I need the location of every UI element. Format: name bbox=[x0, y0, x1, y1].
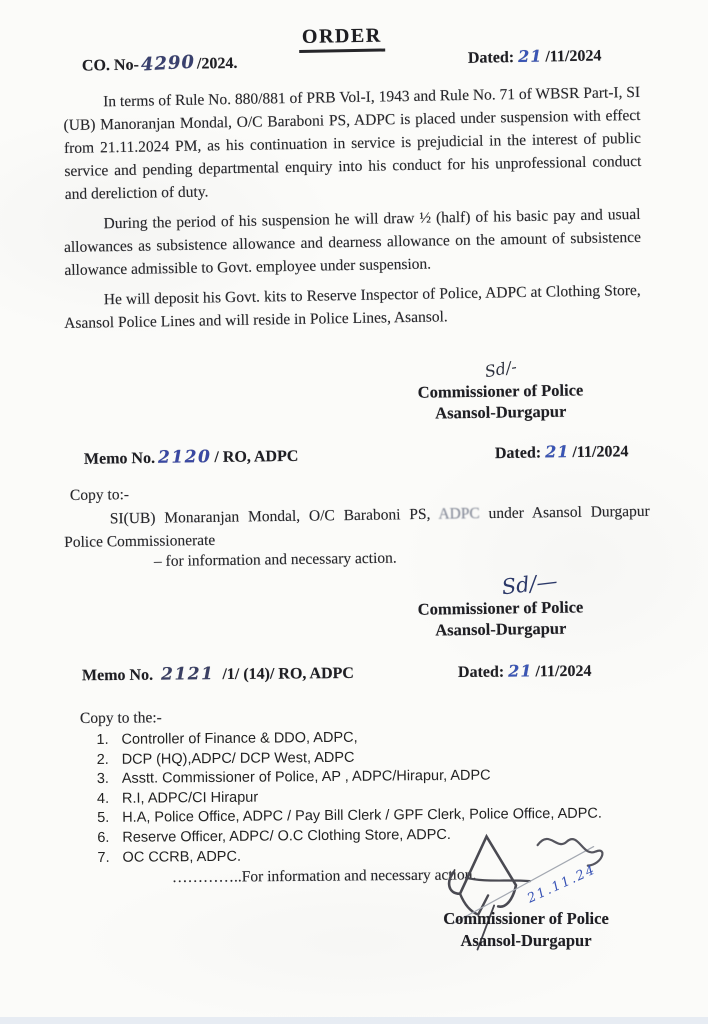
memo-number-2-handwritten: 2121 bbox=[160, 664, 215, 685]
recipient-pre: SI(UB) Monaranjan Mondal, O/C Baraboni PS, bbox=[109, 505, 431, 528]
copy-to-heading-2: Copy to the:- bbox=[79, 709, 162, 727]
item-number: 1. bbox=[96, 731, 109, 749]
memo-number-1-handwritten: 2120 bbox=[157, 447, 212, 468]
co-date-row bbox=[0, 44, 708, 80]
co-number-handwritten: 4290 bbox=[140, 51, 196, 76]
memo-date-label-2: Dated: bbox=[457, 663, 505, 682]
sd-signature-1: Sd/- bbox=[482, 356, 518, 382]
date-label: Dated: bbox=[467, 49, 515, 67]
copy-to-heading-1: Copy to:- bbox=[69, 486, 130, 504]
signature-block-2 bbox=[398, 568, 604, 641]
memo-row-2 bbox=[0, 660, 708, 690]
memo-date-rest-1: /11/2024 bbox=[572, 443, 629, 462]
signatory-title-3: Commissioner of Police bbox=[443, 909, 609, 928]
signatory-location-2: Asansol-Durgapur bbox=[435, 618, 567, 640]
co-number-label: CO. No- bbox=[81, 56, 140, 75]
paragraph-suspension-order: In terms of Rule No. 880/881 of PRB Vol-I, 1943 and Rule No. 71 of WBSR Part-I, SI (UB) Manoranjan Mondal, O/C Baraboni PS, ADPC is placed under suspension with effect from 21.11.2024 PM, as his continuation in service is prejudicial in the interest of public service and pending departmental enquiry into his conduct for his unprofessional conduct and dereliction of duty. bbox=[63, 83, 642, 203]
item-text: DCP (HQ),ADPC/ DCP West, ADPC bbox=[121, 749, 355, 768]
signatory-title-2: Commissioner of Police bbox=[417, 597, 584, 619]
recipient-post: under Asansol Durgapur bbox=[488, 502, 650, 523]
item-text: Controller of Finance & DDO, ADPC, bbox=[121, 729, 358, 748]
paragraph-subsistence-allowance: During the period of his suspension he will draw ½ (half) of his basic pay and usual allowances as subsistence allowance and dearness allowance on the amount of subsistence allowance admissible to Govt. employee under suspension. bbox=[63, 205, 642, 279]
memo-date-1 bbox=[495, 441, 629, 463]
memo-row-1 bbox=[0, 440, 708, 474]
memo-line-2 bbox=[82, 663, 354, 685]
memo-date-rest-2: /11/2024 bbox=[535, 662, 592, 681]
memo-suffix-2: /1/ (14)/ RO, ADPC bbox=[222, 664, 355, 684]
item-number: 3. bbox=[96, 771, 109, 788]
memo-date-2 bbox=[458, 661, 592, 682]
memo-label-2: Memo No. bbox=[81, 666, 154, 685]
signatory-location-3: Asansol-Durgapur bbox=[460, 930, 592, 950]
signatory-location-1: Asansol-Durgapur bbox=[435, 401, 567, 423]
item-number: 4. bbox=[96, 790, 110, 807]
scan-edge-artifact bbox=[0, 1017, 708, 1024]
action-note-1: – for information and necessary action. bbox=[153, 549, 397, 570]
sd-signature-2: Sd/— bbox=[499, 568, 559, 600]
item-number: 2. bbox=[96, 751, 109, 768]
signature-date-note-handwritten: 21.11.24 bbox=[525, 862, 599, 907]
item-number: 6. bbox=[97, 829, 110, 846]
item-number: 5. bbox=[97, 810, 110, 827]
action-note-2: …………..For information and necessary action. bbox=[171, 866, 477, 886]
order-title: ORDER bbox=[299, 25, 385, 53]
signature-block-1 bbox=[398, 357, 604, 424]
recipient-faded-text: ADPC bbox=[438, 505, 480, 523]
memo-label-1: Memo No. bbox=[83, 449, 156, 468]
item-text: R.I, ADPC/CI Hirapur bbox=[121, 789, 259, 807]
item-text: OC CCRB, ADPC. bbox=[122, 848, 242, 866]
co-number-line bbox=[82, 52, 238, 76]
recipient-line-2: Police Commissionerate bbox=[64, 531, 216, 551]
item-text: Reserve Officer, ADPC/ O.C Clothing Store, ADPC. bbox=[122, 826, 451, 846]
recipient-paragraph bbox=[64, 500, 651, 554]
memo-date-day-1: 21 bbox=[544, 442, 570, 462]
item-text: Asstt. Commissioner of Police, AP , ADPC/Hirapur, ADPC bbox=[121, 767, 491, 787]
memo-date-day-2: 21 bbox=[508, 661, 533, 681]
date-rest: /11/2024 bbox=[545, 47, 602, 66]
paragraph-kit-deposit: He will deposit his Govt. kits to Reserve Inspector of Police, ADPC at Clothing Store, Asansol Police Lines and will reside in Police Lines, Asansol. bbox=[64, 281, 641, 332]
memo-line-1 bbox=[84, 446, 299, 469]
memo-date-label-1: Dated: bbox=[494, 444, 542, 463]
item-number: 7. bbox=[97, 849, 110, 866]
date-day-handwritten: 21 bbox=[517, 46, 543, 66]
co-number-suffix: /2024. bbox=[196, 54, 238, 73]
item-text: H.A, Police Office, ADPC / Pay Bill Clerk / GPF Clerk, Police Office, ADPC. bbox=[122, 805, 602, 827]
date-line-top bbox=[468, 46, 602, 68]
signature-block-3 bbox=[440, 908, 612, 951]
memo-suffix-1: / RO, ADPC bbox=[214, 447, 299, 467]
signatory-title-1: Commissioner of Police bbox=[417, 380, 584, 402]
